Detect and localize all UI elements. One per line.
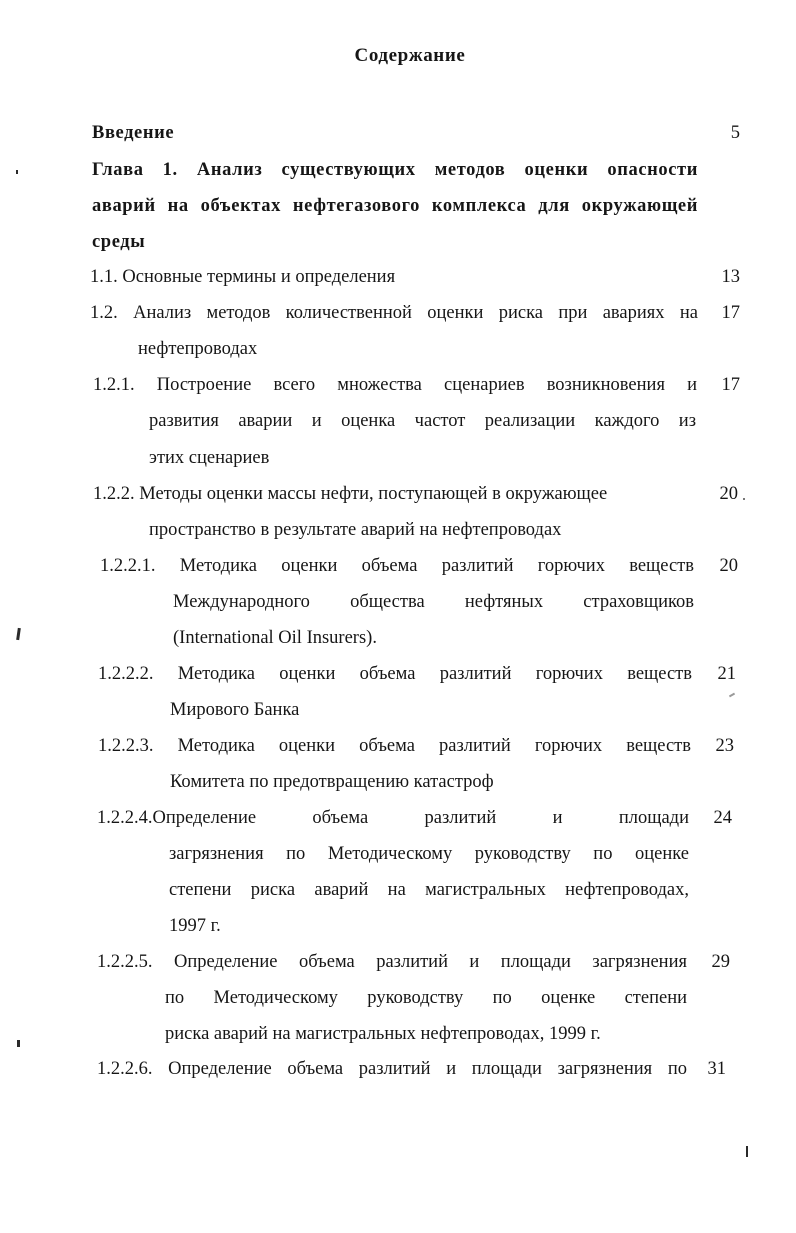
toc-entry-1-2-2-3-line-1: 1.2.2.3. Методика оценки объема разлитий горючих веществ	[98, 736, 691, 756]
toc-entry-1-1: 1.1. Основные термины и определения	[90, 267, 396, 287]
toc-page-number: 23	[715, 736, 734, 756]
toc-entry-1-2-line-1: 1.2. Анализ методов количественной оценки риска при авариях на	[90, 303, 698, 323]
toc-entry-1-2-2-1-line-2: Международного общества нефтяных страховщиков	[173, 592, 694, 612]
toc-entry-1-2-2-4-line-3: степени риска аварий на магистральных нефтепроводах,	[169, 880, 689, 900]
scan-speck	[16, 170, 18, 174]
toc-page-number: 24	[713, 808, 732, 828]
toc-page-number: 17	[721, 375, 740, 395]
toc-chapter-1-line-2: аварий на объектах нефтегазового комплекса для окружающей	[92, 196, 698, 216]
toc-entry-1-2-2-4-line-1: 1.2.2.4.Определение объема разлитий и площади	[97, 808, 689, 828]
toc-entry-1-2-2-6-line-1: 1.2.2.6. Определение объема разлитий и площади загрязнения по	[97, 1059, 687, 1079]
scan-speck	[16, 628, 21, 640]
toc-entry-1-2-2-4-line-2: загрязнения по Методическому руководству по оценке	[169, 844, 689, 864]
toc-entry-1-2-1-line-3: этих сценариев	[149, 448, 270, 468]
toc-entry-1-2-2-line-2: пространство в результате аварий на нефтепроводах	[149, 520, 562, 540]
toc-page-number: 20	[719, 484, 738, 504]
scan-speck	[743, 498, 745, 500]
scan-speck	[729, 693, 735, 698]
toc-entry-1-2-line-2: нефтепроводах	[138, 339, 258, 359]
toc-entry-1-2-2-5-line-1: 1.2.2.5. Определение объема разлитий и площади загрязнения	[97, 952, 687, 972]
toc-page-number: 13	[721, 267, 740, 287]
toc-entry-1-2-2-5-line-2: по Методическому руководству по оценке степени	[165, 988, 687, 1008]
toc-entry-1-2-2-4-line-4: 1997 г.	[169, 916, 221, 936]
toc-page-number: 31	[707, 1059, 726, 1079]
toc-entry-1-2-2-3-line-2: Комитета по предотвращению катастроф	[170, 772, 494, 792]
toc-entry-1-2-2-1-line-3: (International Oil Insurers).	[173, 628, 377, 648]
toc-entry-1-2-2-5-line-3: риска аварий на магистральных нефтепроводах, 1999 г.	[165, 1024, 601, 1044]
toc-entry-1-2-2-2-line-2: Мирового Банка	[170, 700, 300, 720]
toc-chapter-1-line-1: Глава 1. Анализ существующих методов оценки опасности	[92, 160, 698, 180]
scan-speck	[17, 1040, 20, 1047]
toc-entry-1-2-2-line-1: 1.2.2. Методы оценки массы нефти, поступающей в окружающее	[93, 484, 608, 504]
toc-entry-1-2-2-2-line-1: 1.2.2.2. Методика оценки объема разлитий горючих веществ	[98, 664, 692, 684]
toc-page-number: 17	[721, 303, 740, 323]
toc-page-number: 5	[730, 123, 740, 143]
scan-speck	[746, 1146, 748, 1157]
toc-entry-intro: Введение	[92, 123, 175, 143]
toc-entry-1-2-2-1-line-1: 1.2.2.1. Методика оценки объема разлитий горючих веществ	[100, 556, 694, 576]
toc-chapter-1-line-3: среды	[92, 232, 146, 252]
toc-page-number: 20	[719, 556, 738, 576]
page-title: Содержание	[354, 45, 466, 66]
toc-page-number: 29	[711, 952, 730, 972]
toc-entry-1-2-1-line-2: развития аварии и оценка частот реализации каждого из	[149, 411, 696, 431]
toc-page-number: 21	[717, 664, 736, 684]
toc-entry-1-2-1-line-1: 1.2.1. Построение всего множества сценариев возникновения и	[93, 375, 697, 395]
